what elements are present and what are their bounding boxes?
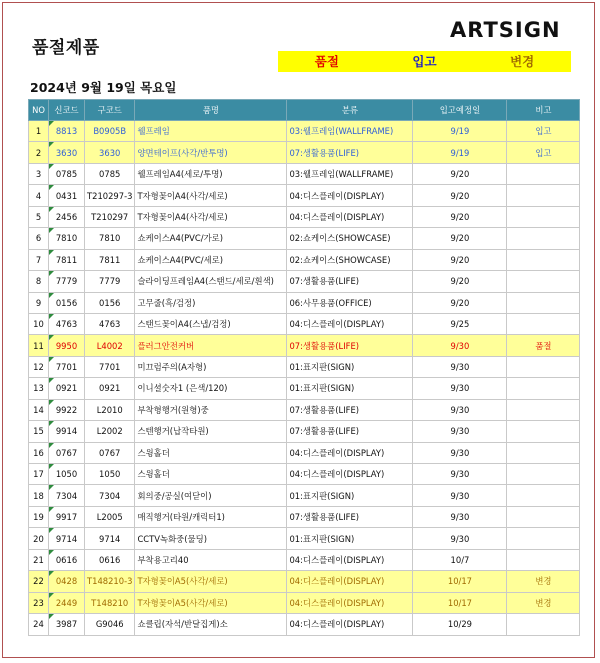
cell-note — [507, 506, 580, 527]
cell-category: 04:디스플레이(DISPLAY) — [287, 206, 413, 227]
table-row — [29, 399, 580, 420]
table-row — [29, 442, 580, 463]
cell-new-code: 1050 — [49, 464, 85, 485]
cell-expected-date: 9/30 — [413, 356, 507, 377]
cell-no: 1 — [29, 121, 49, 142]
cell-new-code: 7810 — [49, 228, 85, 249]
cell-no: 16 — [29, 442, 49, 463]
cell-category: 02:쇼케이스(SHOWCASE) — [287, 249, 413, 270]
cell-product-name: 부착형행거(원형)중 — [135, 399, 287, 420]
cell-new-code: 9917 — [49, 506, 85, 527]
cell-category: 01:표지판(SIGN) — [287, 378, 413, 399]
cell-new-code: 2456 — [49, 206, 85, 227]
cell-new-code: 0785 — [49, 163, 85, 184]
cell-old-code: 7304 — [85, 485, 135, 506]
cell-old-code: 3630 — [85, 142, 135, 163]
cell-category: 06:사무용품(OFFICE) — [287, 292, 413, 313]
cell-no: 4 — [29, 185, 49, 206]
cell-new-code: 0921 — [49, 378, 85, 399]
table-row — [29, 464, 580, 485]
cell-old-code: L2010 — [85, 399, 135, 420]
cell-product-name: 매직행거(타원/캐릭터1) — [135, 506, 287, 527]
cell-note — [507, 271, 580, 292]
col-header-old-code: 구코드 — [85, 100, 135, 121]
cell-product-name: CCTV녹화중(물딩) — [135, 528, 287, 549]
cell-category: 04:디스플레이(DISPLAY) — [287, 571, 413, 592]
cell-new-code: 0428 — [49, 571, 85, 592]
table-header-row — [29, 100, 580, 121]
cell-product-name: T자형꽂이A4(사각/세로) — [135, 185, 287, 206]
cell-expected-date: 9/30 — [413, 485, 507, 506]
cell-no: 23 — [29, 592, 49, 613]
cell-note: 입고 — [507, 142, 580, 163]
cell-no: 24 — [29, 614, 49, 635]
cell-note — [507, 614, 580, 635]
cell-note — [507, 464, 580, 485]
cell-expected-date: 9/25 — [413, 313, 507, 334]
cell-new-code: 7701 — [49, 356, 85, 377]
cell-new-code: 4763 — [49, 313, 85, 334]
cell-note — [507, 378, 580, 399]
cell-note — [507, 485, 580, 506]
table-row — [29, 421, 580, 442]
cell-no: 9 — [29, 292, 49, 313]
cell-no: 21 — [29, 549, 49, 570]
cell-expected-date: 10/7 — [413, 549, 507, 570]
table-row — [29, 356, 580, 377]
table-row — [29, 249, 580, 270]
table-row — [29, 485, 580, 506]
cell-product-name: 스탠드꽂이A4(스냅/검정) — [135, 313, 287, 334]
cell-expected-date: 9/20 — [413, 292, 507, 313]
cell-product-name: 스윙홀더 — [135, 464, 287, 485]
cell-category: 01:표지판(SIGN) — [287, 485, 413, 506]
cell-expected-date: 9/30 — [413, 378, 507, 399]
cell-no: 2 — [29, 142, 49, 163]
cell-category: 04:디스플레이(DISPLAY) — [287, 464, 413, 485]
cell-expected-date: 9/30 — [413, 421, 507, 442]
cell-old-code: L2002 — [85, 421, 135, 442]
cell-old-code: T210297-3 — [85, 185, 135, 206]
table-row — [29, 163, 580, 184]
cell-new-code: 8813 — [49, 121, 85, 142]
brand-logo: ARTSIGN — [450, 18, 561, 42]
cell-new-code: 3987 — [49, 614, 85, 635]
cell-old-code: 7811 — [85, 249, 135, 270]
cell-note — [507, 528, 580, 549]
report-date: 2024년 9월 19일 목요일 — [30, 80, 177, 95]
cell-no: 11 — [29, 335, 49, 356]
cell-product-name: 부착용고리40 — [135, 549, 287, 570]
table-row — [29, 335, 580, 356]
cell-new-code: 9714 — [49, 528, 85, 549]
cell-expected-date: 9/20 — [413, 206, 507, 227]
cell-old-code: 0616 — [85, 549, 135, 570]
cell-no: 3 — [29, 163, 49, 184]
table-row — [29, 185, 580, 206]
cell-note — [507, 442, 580, 463]
cell-note — [507, 292, 580, 313]
table-row — [29, 378, 580, 399]
cell-category: 02:쇼케이스(SHOWCASE) — [287, 228, 413, 249]
cell-new-code: 0431 — [49, 185, 85, 206]
table-row — [29, 228, 580, 249]
cell-product-name: 슬라이딩프레임A4(스탠드/세로/흰색) — [135, 271, 287, 292]
cell-expected-date: 9/20 — [413, 185, 507, 206]
cell-category: 07:생활용품(LIFE) — [287, 421, 413, 442]
cell-expected-date: 9/30 — [413, 528, 507, 549]
cell-note — [507, 356, 580, 377]
cell-category: 03:웰프레임(WALLFRAME) — [287, 121, 413, 142]
cell-category: 04:디스플레이(DISPLAY) — [287, 592, 413, 613]
cell-old-code: G9046 — [85, 614, 135, 635]
cell-new-code: 9914 — [49, 421, 85, 442]
cell-category: 04:디스플레이(DISPLAY) — [287, 614, 413, 635]
legend-in: 입고 — [412, 54, 437, 69]
cell-old-code: L2005 — [85, 506, 135, 527]
cell-note: 변경 — [507, 592, 580, 613]
col-header-category: 분류 — [287, 100, 413, 121]
cell-expected-date: 9/30 — [413, 506, 507, 527]
cell-product-name: 회의중/공실(여닫이) — [135, 485, 287, 506]
table-row — [29, 313, 580, 334]
cell-category: 07:생활용품(LIFE) — [287, 142, 413, 163]
table-row — [29, 549, 580, 570]
cell-note — [507, 249, 580, 270]
cell-old-code: 0156 — [85, 292, 135, 313]
cell-product-name: 스윙홀더 — [135, 442, 287, 463]
cell-category: 04:디스플레이(DISPLAY) — [287, 442, 413, 463]
cell-note — [507, 206, 580, 227]
table-row — [29, 121, 580, 142]
table-row — [29, 292, 580, 313]
cell-note — [507, 163, 580, 184]
cell-note: 변경 — [507, 571, 580, 592]
cell-new-code: 9922 — [49, 399, 85, 420]
cell-no: 20 — [29, 528, 49, 549]
col-header-product-name: 품명 — [135, 100, 287, 121]
cell-new-code: 0767 — [49, 442, 85, 463]
cell-product-name: 웰프레임 — [135, 121, 287, 142]
cell-category: 04:디스플레이(DISPLAY) — [287, 185, 413, 206]
col-header-note: 비고 — [507, 100, 580, 121]
cell-product-name: 플러그안전커버 — [135, 335, 287, 356]
cell-product-name: 쇼케이스A4(PVC/가로) — [135, 228, 287, 249]
cell-note — [507, 185, 580, 206]
cell-expected-date: 9/30 — [413, 335, 507, 356]
cell-category: 04:디스플레이(DISPLAY) — [287, 313, 413, 334]
cell-no: 17 — [29, 464, 49, 485]
cell-new-code: 7811 — [49, 249, 85, 270]
cell-old-code: B0905B — [85, 121, 135, 142]
table-row — [29, 142, 580, 163]
cell-expected-date: 9/30 — [413, 442, 507, 463]
soldout-table — [28, 99, 580, 636]
cell-no: 5 — [29, 206, 49, 227]
cell-new-code: 9950 — [49, 335, 85, 356]
cell-note — [507, 313, 580, 334]
cell-product-name: 웰프레임A4(세로/투명) — [135, 163, 287, 184]
table-row — [29, 271, 580, 292]
cell-old-code: 1050 — [85, 464, 135, 485]
cell-old-code: 7701 — [85, 356, 135, 377]
cell-no: 10 — [29, 313, 49, 334]
cell-product-name: T자형꽂이A5(사각/세로) — [135, 592, 287, 613]
cell-product-name: 쇼클립(자석/반달집게)소 — [135, 614, 287, 635]
cell-no: 18 — [29, 485, 49, 506]
cell-product-name: 고무줄(흑/검정) — [135, 292, 287, 313]
cell-category: 01:표지판(SIGN) — [287, 528, 413, 549]
cell-expected-date: 9/20 — [413, 249, 507, 270]
cell-category: 07:생활용품(LIFE) — [287, 335, 413, 356]
cell-no: 14 — [29, 399, 49, 420]
table-row — [29, 614, 580, 635]
table-row — [29, 206, 580, 227]
cell-expected-date: 9/19 — [413, 121, 507, 142]
cell-note — [507, 421, 580, 442]
cell-product-name: 쇼케이스A4(PVC/세로) — [135, 249, 287, 270]
cell-expected-date: 9/20 — [413, 228, 507, 249]
cell-note — [507, 228, 580, 249]
cell-note — [507, 399, 580, 420]
cell-expected-date: 9/30 — [413, 399, 507, 420]
cell-product-name: T자형꽂이A4(사각/세로) — [135, 206, 287, 227]
legend-change: 변경 — [510, 54, 535, 69]
cell-no: 19 — [29, 506, 49, 527]
cell-product-name: T자형꽂이A5(사각/세로) — [135, 571, 287, 592]
cell-expected-date: 9/20 — [413, 163, 507, 184]
cell-old-code: T148210 — [85, 592, 135, 613]
legend-soldout: 품절 — [314, 54, 339, 69]
cell-product-name: 미끄럼주의(A자형) — [135, 356, 287, 377]
cell-new-code: 0616 — [49, 549, 85, 570]
table-row — [29, 571, 580, 592]
cell-note — [507, 549, 580, 570]
cell-new-code: 3630 — [49, 142, 85, 163]
cell-expected-date: 9/20 — [413, 271, 507, 292]
cell-old-code: 4763 — [85, 313, 135, 334]
cell-old-code: 9714 — [85, 528, 135, 549]
cell-expected-date: 10/17 — [413, 571, 507, 592]
cell-category: 07:생활용품(LIFE) — [287, 399, 413, 420]
cell-no: 7 — [29, 249, 49, 270]
cell-expected-date: 10/17 — [413, 592, 507, 613]
cell-new-code: 7779 — [49, 271, 85, 292]
status-legend — [278, 51, 571, 72]
cell-old-code: 0921 — [85, 378, 135, 399]
cell-new-code: 2449 — [49, 592, 85, 613]
cell-category: 07:생활용품(LIFE) — [287, 271, 413, 292]
cell-category: 07:생활용품(LIFE) — [287, 506, 413, 527]
cell-no: 22 — [29, 571, 49, 592]
cell-no: 13 — [29, 378, 49, 399]
cell-old-code: T210297 — [85, 206, 135, 227]
table-row — [29, 506, 580, 527]
cell-old-code: 0785 — [85, 163, 135, 184]
cell-old-code: 7810 — [85, 228, 135, 249]
cell-expected-date: 9/19 — [413, 142, 507, 163]
cell-note: 품절 — [507, 335, 580, 356]
cell-expected-date: 9/30 — [413, 464, 507, 485]
page-title: 품절제품 — [32, 38, 100, 58]
cell-no: 8 — [29, 271, 49, 292]
col-header-no: NO — [29, 100, 49, 121]
col-header-new-code: 신코드 — [49, 100, 85, 121]
cell-no: 6 — [29, 228, 49, 249]
cell-category: 04:디스플레이(DISPLAY) — [287, 549, 413, 570]
table-body — [29, 121, 580, 636]
cell-no: 15 — [29, 421, 49, 442]
cell-expected-date: 10/29 — [413, 614, 507, 635]
cell-old-code: T148210-3 — [85, 571, 135, 592]
table-row — [29, 592, 580, 613]
table-row — [29, 528, 580, 549]
cell-old-code: 7779 — [85, 271, 135, 292]
cell-product-name: 스텐행거(납작타원) — [135, 421, 287, 442]
cell-new-code: 7304 — [49, 485, 85, 506]
cell-note: 입고 — [507, 121, 580, 142]
cell-category: 03:웰프레임(WALLFRAME) — [287, 163, 413, 184]
cell-new-code: 0156 — [49, 292, 85, 313]
cell-product-name: 이니셜숫자1 (은색/120) — [135, 378, 287, 399]
col-header-expected-date: 입고예정일 — [413, 100, 507, 121]
cell-old-code: L4002 — [85, 335, 135, 356]
cell-category: 01:표지판(SIGN) — [287, 356, 413, 377]
cell-product-name: 양면테이프(사각/반투명) — [135, 142, 287, 163]
cell-no: 12 — [29, 356, 49, 377]
cell-old-code: 0767 — [85, 442, 135, 463]
